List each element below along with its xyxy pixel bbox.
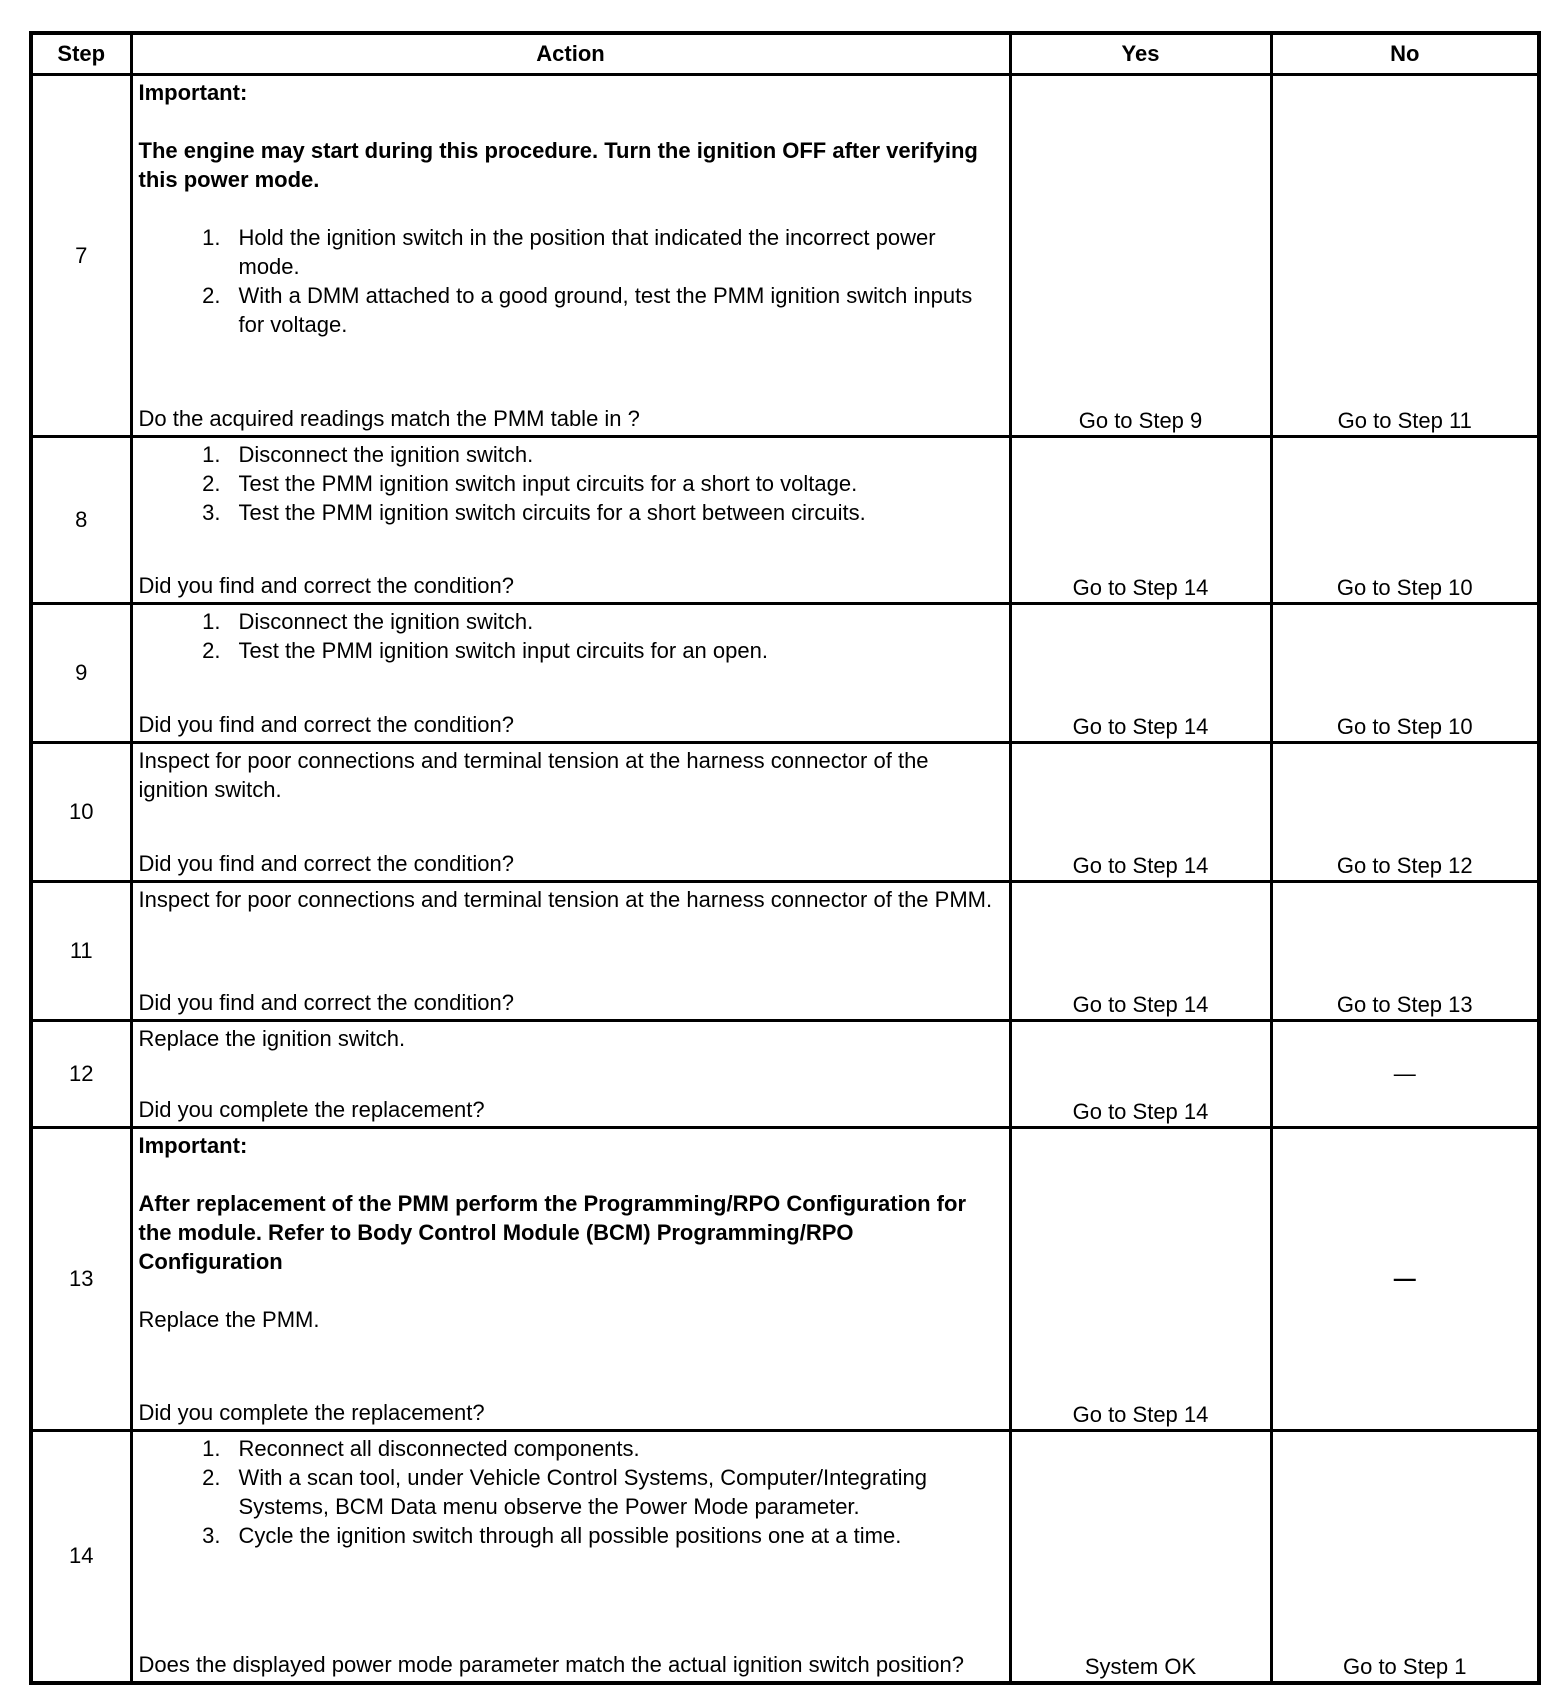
action-question: Did you complete the replacement? — [138, 1400, 485, 1425]
step-number: 12 — [31, 1021, 131, 1128]
step-number: 9 — [31, 604, 131, 743]
step-number: 8 — [31, 437, 131, 604]
yes-result: Go to Step 9 — [1010, 75, 1271, 437]
action-question: Did you find and correct the condition? — [138, 712, 514, 737]
yes-result: Go to Step 14 — [1010, 743, 1271, 882]
table-row — [31, 1431, 1539, 1683]
yes-result: System OK — [1010, 1431, 1271, 1683]
table-row — [31, 1021, 1539, 1128]
table-row — [31, 437, 1539, 604]
action-text: Replace the PMM. — [138, 1307, 320, 1332]
table-row — [31, 604, 1539, 743]
step-number: 14 — [31, 1431, 131, 1683]
step-number: 11 — [31, 882, 131, 1021]
yes-result: Go to Step 14 — [1010, 437, 1271, 604]
step-list — [139, 607, 1003, 665]
action-cell — [131, 1128, 1010, 1431]
list-item: 1. Disconnect the ignition switch. — [202, 442, 534, 467]
header-yes: Yes — [1010, 33, 1271, 75]
header-no: No — [1271, 33, 1539, 75]
header-row — [31, 33, 1539, 75]
action-cell — [131, 743, 1010, 882]
no-result: — — [1271, 1128, 1539, 1431]
action-cell — [131, 1021, 1010, 1128]
header-action: Action — [131, 33, 1010, 75]
no-result: Go to Step 12 — [1271, 743, 1539, 882]
step-number: 7 — [31, 75, 131, 437]
action-cell — [131, 604, 1010, 743]
step-list — [139, 440, 1003, 527]
list-item: 2. With a scan tool, under Vehicle Control Systems, Computer/Integrating Systems, BCM Data menu observe the Power Mode parameter. — [202, 1465, 927, 1519]
important-label: Important: — [138, 1133, 248, 1158]
step-number: 13 — [31, 1128, 131, 1431]
important-label: Important: — [138, 80, 248, 105]
action-text: Inspect for poor connections and terminal tension at the harness connector of the ignition switch. — [138, 748, 929, 802]
action-text: Replace the ignition switch. — [138, 1026, 406, 1051]
action-question: Does the displayed power mode parameter match the actual ignition switch position? — [138, 1651, 964, 1677]
action-cell — [131, 75, 1010, 437]
step-number: 10 — [31, 743, 131, 882]
list-item: 2. Test the PMM ignition switch input circuits for an open. — [202, 638, 768, 663]
step-list — [139, 223, 1003, 339]
action-cell — [131, 437, 1010, 604]
list-item: 3. Cycle the ignition switch through all possible positions one at a time. — [202, 1523, 902, 1548]
list-item: 2. Test the PMM ignition switch input circuits for a short to voltage. — [202, 471, 858, 496]
list-item: 1. Reconnect all disconnected components. — [202, 1436, 640, 1461]
important-text: The engine may start during this procedure. Turn the ignition OFF after verifying this power mode. — [138, 138, 978, 192]
no-result: — — [1271, 1021, 1539, 1128]
important-text: After replacement of the PMM perform the Programming/RPO Configuration for the module. Refer to Body Control Module (BCM) Programming/RPO Configuration — [138, 1191, 967, 1274]
yes-result: Go to Step 14 — [1010, 882, 1271, 1021]
action-question: Did you complete the replacement? — [138, 1097, 485, 1122]
step-list — [139, 1434, 1003, 1550]
table-row — [31, 75, 1539, 437]
action-cell — [131, 882, 1010, 1021]
list-item: 1. Disconnect the ignition switch. — [202, 609, 534, 634]
yes-result: Go to Step 14 — [1010, 1128, 1271, 1431]
no-result: Go to Step 1 — [1271, 1431, 1539, 1683]
table-row — [31, 1128, 1539, 1431]
action-question: Do the acquired readings match the PMM table in ? — [138, 406, 640, 431]
table-row — [31, 743, 1539, 882]
list-item: 3. Test the PMM ignition switch circuits for a short between circuits. — [202, 500, 866, 525]
action-question: Did you find and correct the condition? — [138, 851, 514, 876]
action-question: Did you find and correct the condition? — [138, 573, 514, 598]
header-step: Step — [31, 33, 131, 75]
list-item: 1. Hold the ignition switch in the position that indicated the incorrect power mode. — [202, 225, 936, 279]
list-item: 2. With a DMM attached to a good ground, test the PMM ignition switch inputs for voltage. — [202, 283, 973, 337]
yes-result: Go to Step 14 — [1010, 604, 1271, 743]
no-result: Go to Step 10 — [1271, 604, 1539, 743]
action-cell — [131, 1431, 1010, 1683]
diagnostic-table — [29, 31, 1541, 1685]
no-result: Go to Step 10 — [1271, 437, 1539, 604]
action-text: Inspect for poor connections and terminal tension at the harness connector of the PMM. — [138, 887, 993, 912]
no-result: Go to Step 11 — [1271, 75, 1539, 437]
table-row — [31, 882, 1539, 1021]
yes-result: Go to Step 14 — [1010, 1021, 1271, 1128]
no-result: Go to Step 13 — [1271, 882, 1539, 1021]
action-question: Did you find and correct the condition? — [138, 990, 514, 1015]
